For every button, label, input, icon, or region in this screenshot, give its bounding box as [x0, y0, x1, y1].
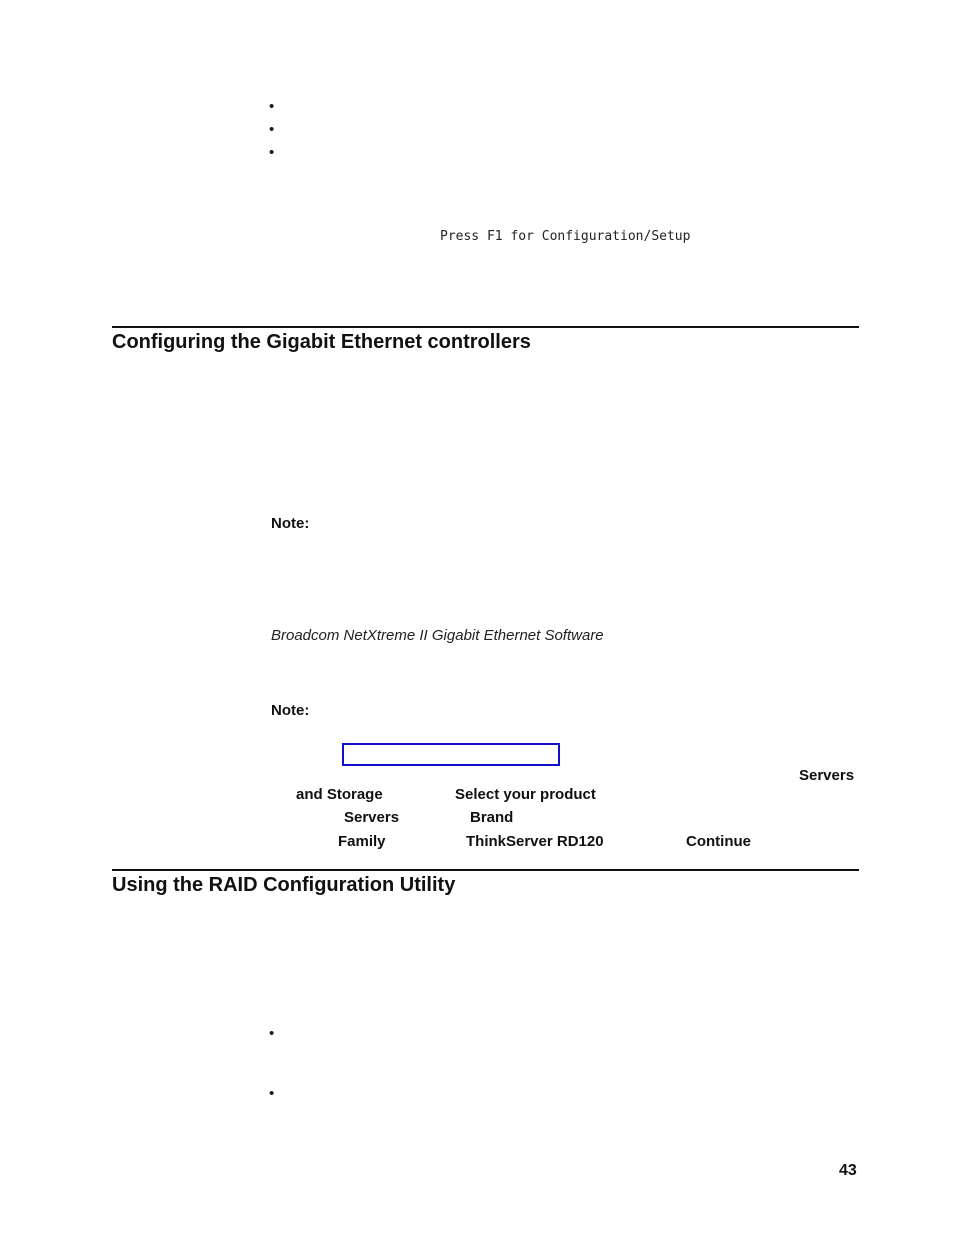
note-label: Note:: [271, 702, 310, 719]
nav-servers: Servers: [344, 809, 400, 826]
nav-servers-and-storage: and Storage: [296, 786, 383, 803]
note-label: Note:: [271, 515, 310, 532]
software-title: Broadcom NetXtreme II Gigabit Ethernet Software: [271, 627, 604, 644]
nav-servers-and-storage: Servers: [799, 767, 855, 784]
nav-select-product: Select your product: [455, 786, 596, 803]
list-bullet: •: [269, 1025, 275, 1042]
setup-prompt-text: Press F1 for Configuration/Setup: [440, 229, 691, 244]
list-bullet: •: [269, 1085, 275, 1102]
nav-brand: Brand: [470, 809, 514, 826]
list-bullet: •: [269, 98, 275, 115]
section-divider: [112, 326, 859, 328]
section-divider: [112, 869, 859, 871]
list-bullet: •: [269, 121, 275, 138]
nav-continue: Continue: [686, 833, 751, 850]
support-website-link[interactable]: [342, 743, 560, 766]
list-bullet: •: [269, 144, 275, 161]
page-number: 43: [839, 1162, 857, 1179]
section-heading-raid: Using the RAID Configuration Utility: [112, 874, 456, 896]
section-heading-gigabit: Configuring the Gigabit Ethernet controllers: [112, 331, 531, 353]
nav-model: ThinkServer RD120: [466, 833, 604, 850]
nav-family: Family: [338, 833, 386, 850]
